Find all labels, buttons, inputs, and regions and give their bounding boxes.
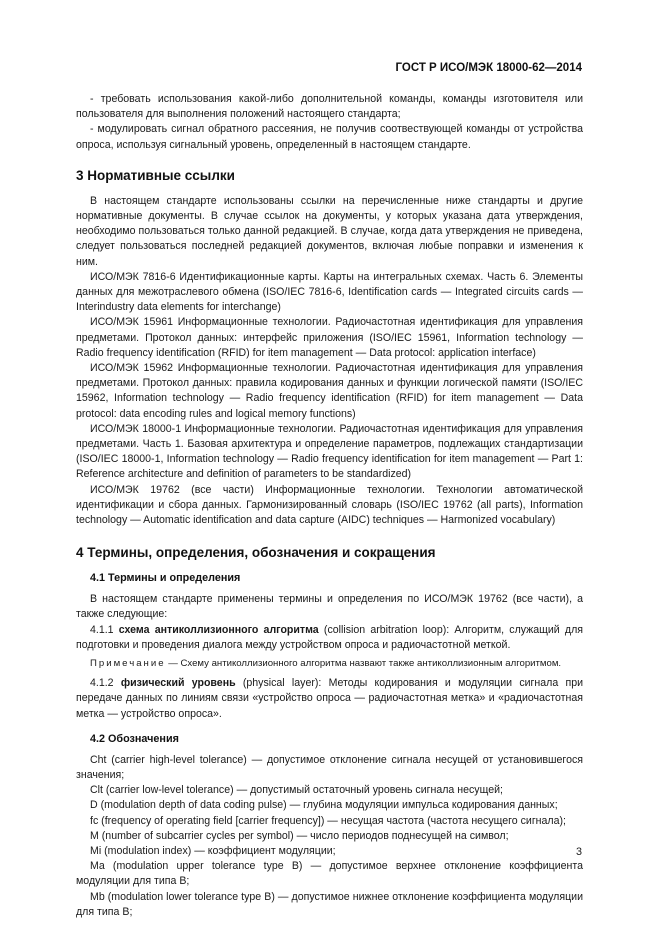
note-text: — Схему антиколлизионного алгоритма назвают также антиколлизионным алгоритмом. [168,658,562,670]
section-4-heading: 4 Термины, определения, обозначения и сокращения [76,545,436,561]
references-paragraph: В настоящем стандарте использованы ссылки на перечисленные ниже стандарты и другие нормативные документы. В случае ссылок на документы, у которых указана дата утверждения, необходимо пользоваться только данной редакцией. В случае, когда дата утверждения не приведена, следует пользоваться последней редакцией документов, включая любые поправки и изменения к ним. [76,194,583,268]
term-definition: (collision arbitration loop): Алгоритм, служащий для подготовки и проведения диалога между устройством опроса и радиочастотной меткой. [76,623,584,651]
intro-paragraph-1: - требовать использования какой-либо дополнительной команды, команды изготовителя или пользователя для выполнения положений настоящего стандарта; [76,93,583,121]
note-label: Примечание [90,658,166,670]
page-content [76,92,583,920]
reference-item: ИСО/МЭК 15961 Информационные технологии. Радиочастотная идентификация для управления предметами. Протокол данных: интерфейс приложения (ISO/IEC 15961, Information technology — Radio frequency identification (RFID) for item management — Data protocol: application interface) [76,316,583,359]
symbol-item: Clt (carrier low-level tolerance) — допустимый остаточный уровень сигнала несущей; [90,784,503,797]
subsection-4-1-heading: 4.1 Термины и определения [90,572,241,585]
term-4-1-1 [76,623,583,653]
note-paragraph [76,657,583,671]
section-3-heading: 3 Нормативные ссылки [76,167,235,183]
subsection-4-2-heading: 4.2 Обозначения [90,732,179,745]
symbol-item: Cht (carrier high-level tolerance) — допустимое отклонение сигнала несущей от установившегося значения; [76,753,583,781]
term-number: 4.1.2 [90,677,114,690]
page-number: 3 [575,846,582,858]
symbol-item: D (modulation depth of data coding pulse) — глубина модуляции импульса кодирования данных; [90,799,558,812]
intro-paragraph-2: - модулировать сигнал обратного рассеяния, не получив соотвествующей команды от устройства опроса, используя сигнальный уровень, определенный в настоящем стандарте. [76,123,583,151]
page-header: ГОСТ Р ИСО/МЭК 18000-62—2014 [395,62,582,74]
reference-item: ИСО/МЭК 18000-1 Информационные технологии. Радиочастотная идентификация для управления предметами. Часть 1. Базовая архитектура и определение параметров, подлежащих стандартизации (ISO/IEC 18000-1, Information technology — Radio frequency identification for item management — Part 1: Reference architecture and definition of parameters to be standardized) [76,422,583,481]
symbol-item: M (number of subcarrier cycles per symbol) — число периодов поднесущей на символ; [90,829,509,842]
reference-item: ИСО/МЭК 7816-6 Идентификационные карты. Карты на интегральных схемах. Часть 6. Элементы данных для межотраслевого обмена (ISO/IEC 7816-6, Identification cards — Integrated circuits cards — Interindustry data elements for interchange) [76,270,583,314]
term-definition: (physical layer): Методы кодирования и модуляции сигнала при передаче данных по линиям связи «устройство опроса — радиочастотная метка» и «радиочастотная метка — устройство опроса». [76,677,583,720]
reference-item: ИСО/МЭК 19762 (все части) Информационные технологии. Технологии автоматической идентификации и сбора данных. Гармонизированный словарь (ISO/IEC 19762 (all parts), Information technology — Automatic identification and data capture (AIDC) techniques — Harmonized vocabulary) [76,483,583,527]
term-name: физический уровень [120,677,236,690]
reference-item: ИСО/МЭК 15962 Информационные технологии. Радиочастотная идентификация для управления предметами. Протокол данных: правила кодирования данных и функции логической памяти (ISO/IEC 15962, Information technology — Radio frequency identification (RFID) for item management — Data protocol: data encoding rules and logical memory functions) [76,362,583,420]
term-number: 4.1.1 [90,623,114,636]
term-name: схема антиколлизионного алгоритма [118,623,319,636]
symbol-item: fc (frequency of operating field [carrier frequency]) — несущая частота (частота несущего сигнала); [90,814,566,827]
symbol-item: Mi (modulation index) — коэффициент модуляции; [90,844,336,857]
term-4-1-2 [76,676,583,722]
symbol-item: Ma (modulation upper tolerance type B) — допустимое верхнее отклонение коэффициента модуляции для типа B; [76,860,583,888]
terms-intro-paragraph: В настоящем стандарте применены термины и определения по ИСО/МЭК 19762 (все части), а также следующие: [76,593,583,621]
symbol-item: Mb (modulation lower tolerance type B) — допустимое нижнее отклонение коэффициента модуляции для типа B; [76,890,583,918]
